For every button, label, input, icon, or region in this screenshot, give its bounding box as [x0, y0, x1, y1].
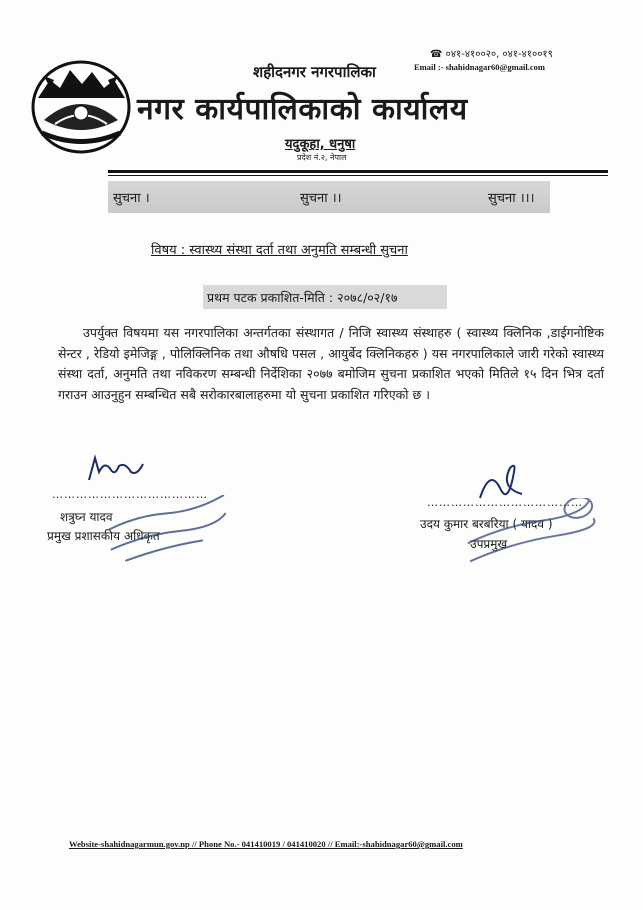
- signatory-title-right: उपप्रमुख: [470, 537, 508, 551]
- signature-line-left: …………………………………: [52, 488, 208, 501]
- signature-left: [85, 452, 145, 487]
- notice-body: उपर्युक्त विषयमा यस नगरपालिका अन्तर्गतका संस्थागत / निजि स्वास्थ्य संस्थाहरु ( स्वास्थ्य क्लिनिक ,डाईगनोष्टिक सेन्टर , रेडियो इमेजिङ्ग , पोलिक्लिनिक तथा औषधि पसल , आयुर्बेद क्लिनिकहरु ) यस नगरपालिकाले जारी गरेको स्वास्थ्य संस्था दर्ता, अनुमति तथा नविकरण सम्बन्धी निर्देशिका २०७७ बमोजिम सुचना प्रकाशित भएको मितिले १५ दिन भित्र दर्ता गराउन आउनुहुन सम्बन्धित सबै सरोकारबालाहरुमा यो सुचना प्रकाशित गरिएको छ ।: [58, 325, 604, 402]
- signatory-title-left: प्रमुख प्रशासकीय अधिकृत: [47, 529, 160, 543]
- signatory-name-left: शत्रुघ्न यादव: [60, 510, 113, 524]
- footer-contact: Website-shahidnagarmun.gov.np // Phone No.- 041410019 / 041410020 // Email:-shahidnagar60@gmail.com: [69, 839, 463, 849]
- nepal-emblem-logo: [30, 58, 132, 156]
- contact-email: Email :- shahidnagar60@gmail.com: [414, 62, 545, 72]
- notice-label-3: सुचना ।।।: [488, 191, 535, 206]
- municipality-name: शहीदनगर नगरपालिका: [253, 63, 376, 81]
- signature-line-right: …………………………………: [427, 496, 583, 509]
- signatory-name-right: उदय कुमार बरबरिया ( यादव ): [420, 517, 553, 531]
- publication-date: प्रथम पटक प्रकाशित-मिति : २०७८/०२/१७: [207, 290, 398, 305]
- notice-subject: विषय : स्वास्थ्य संस्था दर्ता तथा अनुमति सम्बन्धी सुचना: [151, 243, 408, 258]
- contact-phone: ☎ ०४१-४१००२०, ०४१-४१००१९: [430, 49, 553, 60]
- header-divider-thin: [108, 175, 608, 176]
- province-label: प्रदेश नं.२, नेपाल: [297, 153, 347, 162]
- header-divider-thick: [108, 170, 608, 173]
- official-stamp-right: [455, 498, 605, 568]
- office-title: नगर कार्यपालिकाको कार्यालय: [137, 92, 468, 127]
- official-stamp-left: [100, 495, 240, 565]
- office-location: यदुकूहा, धनुषा: [285, 137, 356, 152]
- notice-label-1: सुचना ।: [113, 191, 150, 206]
- notice-label-2: सुचना ।।: [300, 191, 342, 206]
